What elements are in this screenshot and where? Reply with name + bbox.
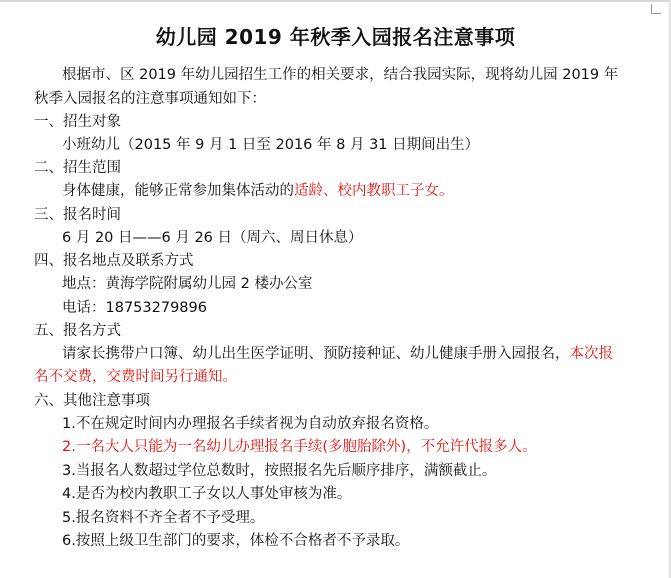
section-6-item-5: 5.报名资料不齐全者不予受理。 xyxy=(62,510,265,526)
section-6-item-2: 2.一名大人只能为一名幼儿办理报名手续(多胞胎除外)，不允许代报多人。 xyxy=(62,439,537,455)
section-6-item-1: 1.不在规定时间内办理报名手续者视为自动放弃报名资格。 xyxy=(62,416,439,432)
section-2-text-highlight: 适龄、校内教职工子女。 xyxy=(294,183,454,199)
section-6-heading: 六、其他注意事项 xyxy=(34,393,150,409)
section-2-heading: 二、招生范围 xyxy=(34,160,121,176)
section-4-address: 地点：黄海学院附属幼儿园 2 楼办公室 xyxy=(62,276,313,292)
section-1-heading: 一、招生对象 xyxy=(34,114,121,130)
section-1-text: 小班幼儿（2015 年 9 月 1 日至 2016 年 8 月 31 日期间出生） xyxy=(62,137,480,153)
document-title: 幼儿园 2019 年秋季入园报名注意事项 xyxy=(155,25,516,49)
intro-line-1: 根据市、区 2019 年幼儿园招生工作的相关要求，结合我园实际，现将幼儿园 2019 年 xyxy=(62,67,619,83)
section-5-text-highlight: 本次报 xyxy=(569,346,613,362)
section-6-item-3: 3.当报名人数超过学位总数时，按照报名先后顺序排序，满额截止。 xyxy=(62,463,497,479)
section-4-heading: 四、报名地点及联系方式 xyxy=(34,253,194,269)
section-6-item-6: 6.按照上级卫生部门的要求，体检不合格者不予录取。 xyxy=(62,533,410,549)
page-top-border xyxy=(0,0,671,2)
section-4-phone: 电话：18753279896 xyxy=(62,300,207,316)
section-5-text-2: 名不交费，交费时间另行通知。 xyxy=(34,369,237,385)
section-2-text-normal: 身体健康，能够正常参加集体活动的 xyxy=(62,183,294,199)
intro-line-2: 秋季入园报名的注意事项通知如下： xyxy=(34,91,266,107)
section-5-heading: 五、报名方式 xyxy=(34,323,121,339)
section-2-text xyxy=(62,180,454,202)
section-5-text-1 xyxy=(62,343,613,365)
section-3-text: 6 月 20 日——6 月 26 日（周六、周日休息） xyxy=(62,230,363,246)
page-corner-mark xyxy=(651,4,661,14)
section-5-text-normal: 请家长携带户口簿、幼儿出生医学证明、预防接种证、幼儿健康手册入园报名， xyxy=(62,346,570,362)
section-3-heading: 三、报名时间 xyxy=(34,207,121,223)
section-6-item-4: 4.是否为校内教职工子女以人事处审核为准。 xyxy=(62,486,352,502)
